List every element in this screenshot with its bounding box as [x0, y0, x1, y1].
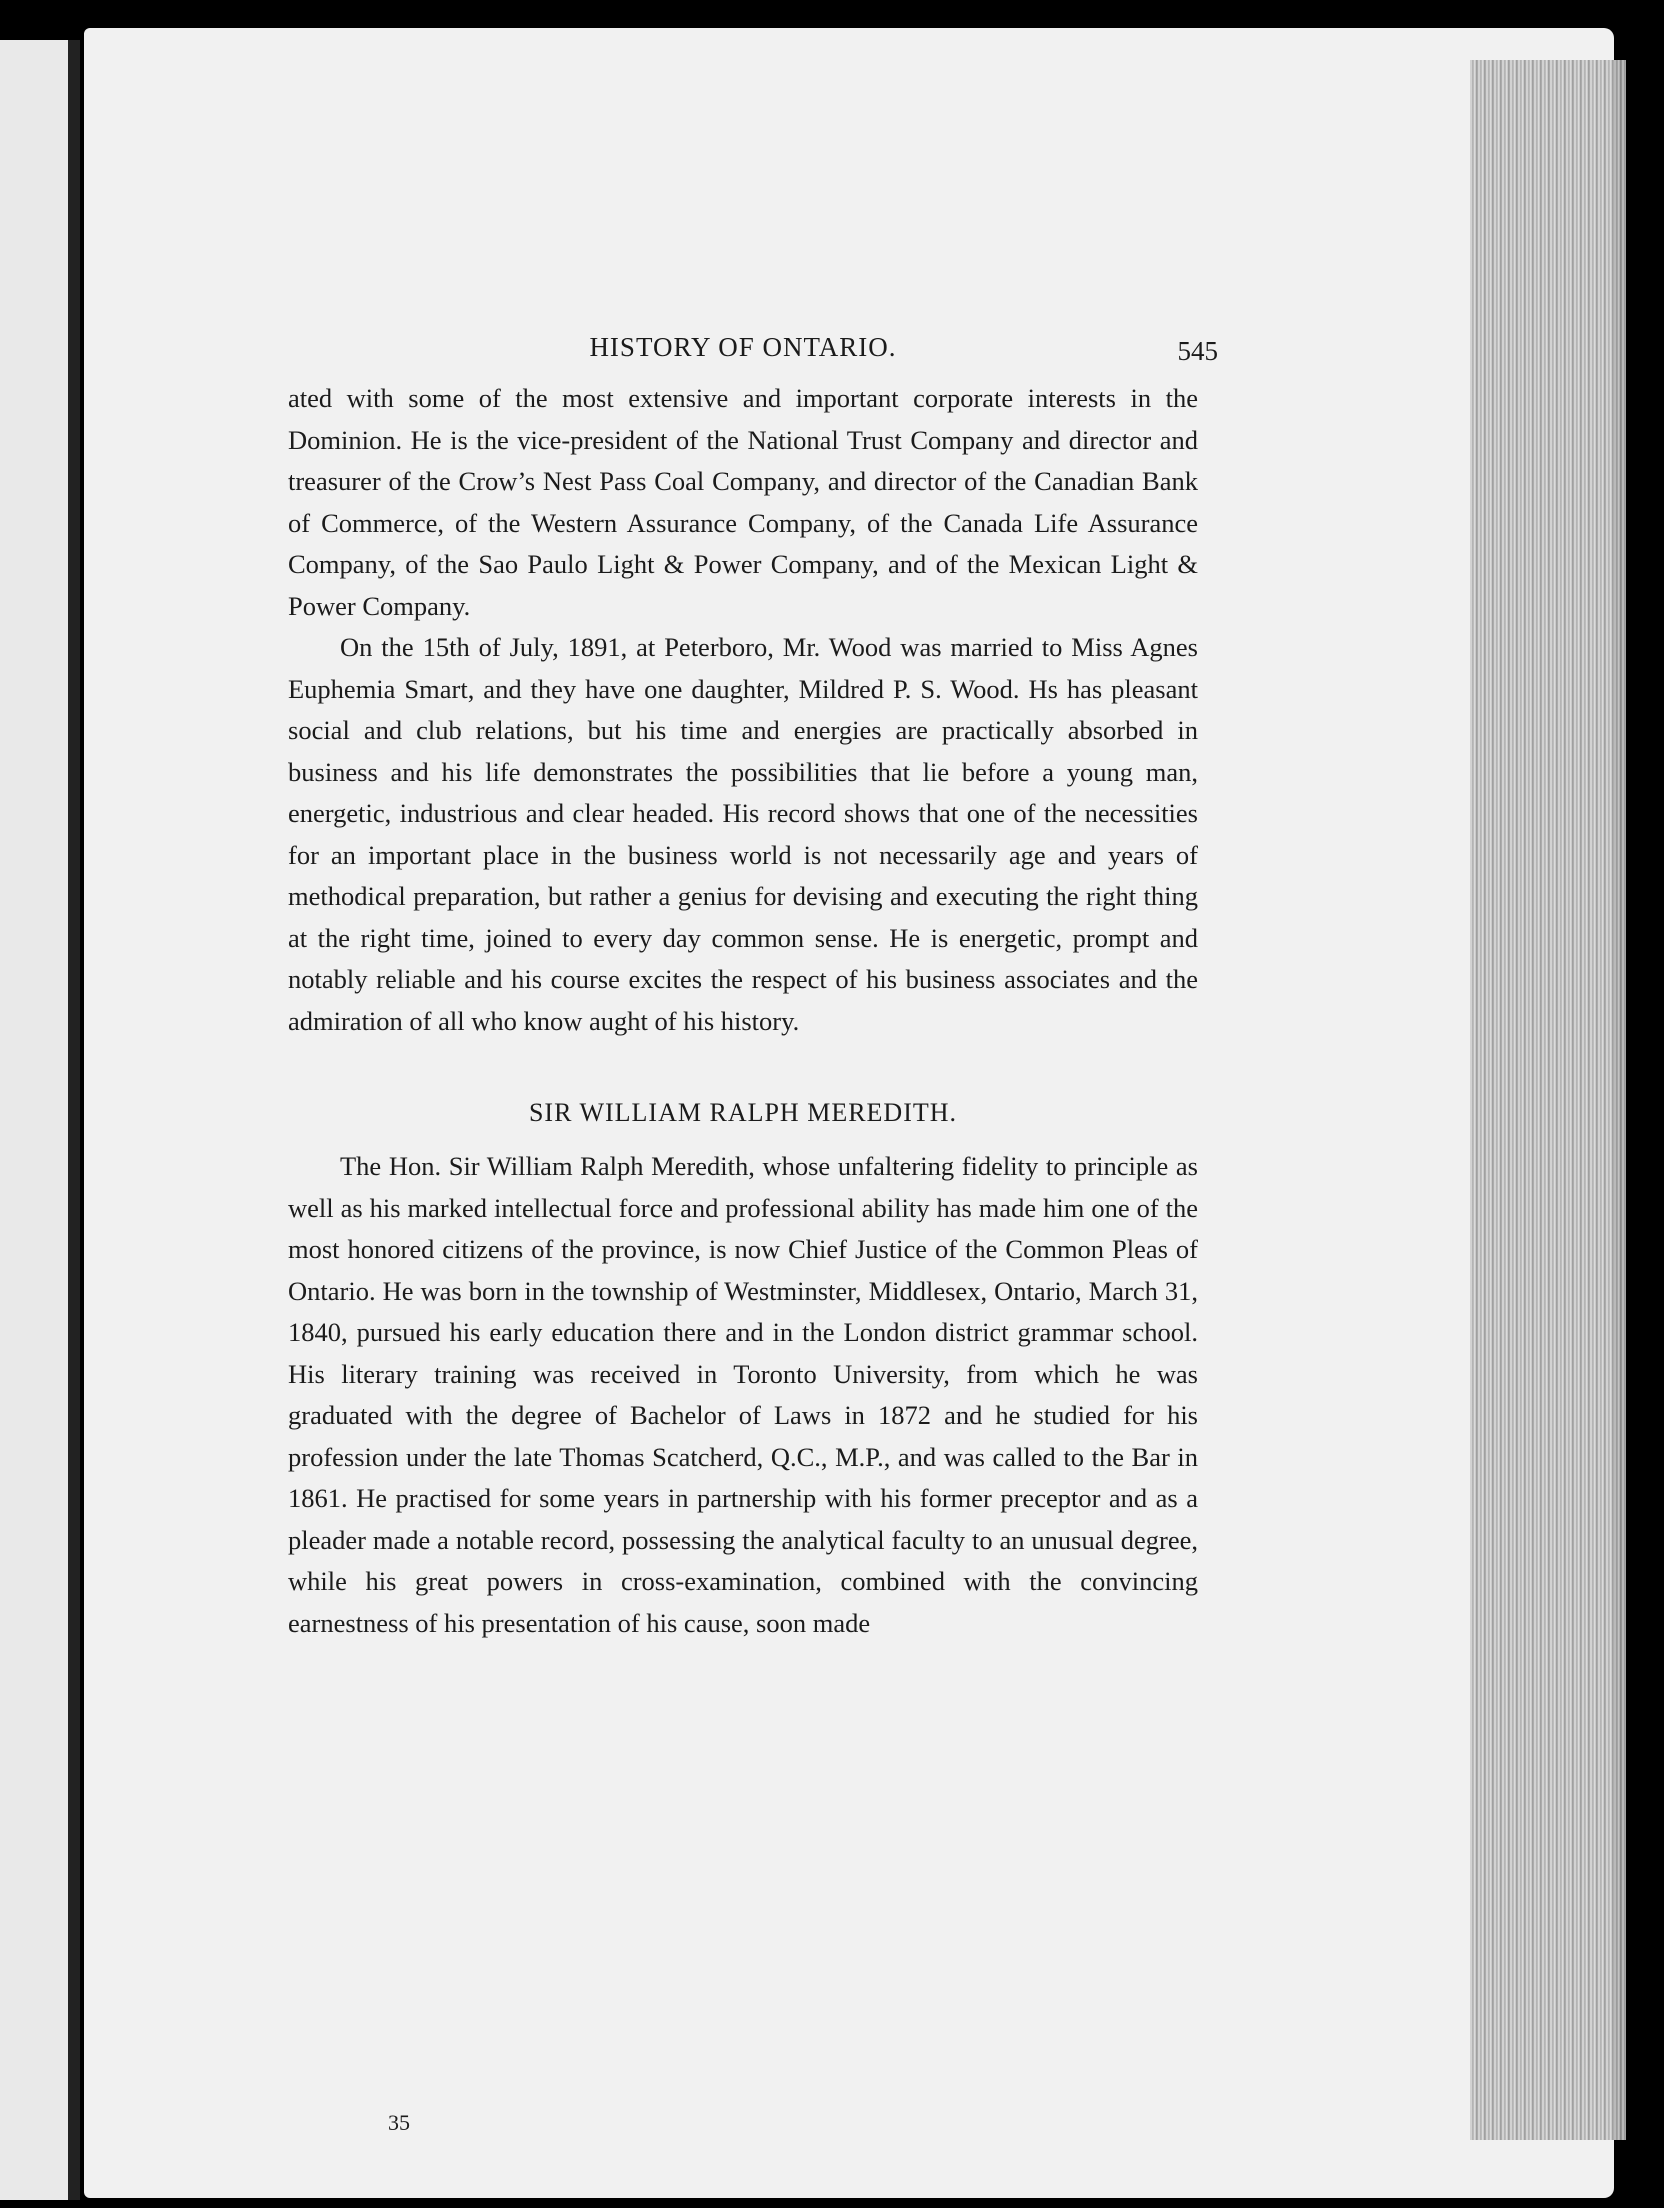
binding-gutter [68, 40, 80, 2200]
paragraph-continuation: ated with some of the most extensive and important corporate interests in the Dominion. He is the vice-president of the National Trust Company and director and treasurer of the Crow’s Nest Pass Coal Company, and director of the Canadian Bank of Commerce, of the Western Assurance Company, of the Canada Life Assurance Company, of the Sao Paulo Light & Power Company, and of the Mexican Light & Power Company. [288, 383, 1198, 621]
page-number: 545 [1177, 336, 1218, 366]
running-title: HISTORY OF ONTARIO. [589, 332, 897, 362]
paragraph-marriage: On the 15th of July, 1891, at Peterboro, Mr. Wood was married to Miss Agnes Euphemia Smart, and they have one daughter, Mildred P. S. Wood. Hs has pleasant social and club relations, but his time and energies are practically absorbed in business and his life demonstrates the possibilities that lie before a young man, energetic, industrious and clear headed. His record shows that one of the necessities for an important place in the business world is not necessarily age and years of methodical preparation, but rather a genius for devising and executing the right thing at the right time, joined to every day common sense. He is energetic, prompt and notably reliable and his course excites the respect of his business associates and the admiration of all who know aught of his history. [288, 632, 1198, 1036]
left-page-edge [0, 40, 70, 2200]
page-text-block [288, 330, 1218, 1644]
paragraph-meredith: The Hon. Sir William Ralph Meredith, whose unfaltering fidelity to principle as well as his marked intellectual force and professional ability has made him one of the most honored citizens of the province, is now Chief Justice of the Common Pleas of Ontario. He was born in the township of Westminster, Middlesex, Ontario, March 31, 1840, pursued his early education there and in the London district grammar school. His literary training was received in Toronto University, from which he was graduated with the degree of Bachelor of Laws in 1872 and he studied for his profession under the late Thomas Scatcherd, Q.C., M.P., and was called to the Bar in 1861. He practised for some years in partnership with his former preceptor and as a pleader made a notable record, possessing the analytical faculty to an unusual degree, while his great powers in cross-examination, combined with the convincing earnestness of his presentation of his cause, soon made [288, 1151, 1198, 1638]
section-heading: SIR WILLIAM RALPH MEREDITH. [528, 1098, 958, 1127]
page-edges-stack [1470, 60, 1626, 2140]
signature-mark: 35 [388, 2110, 410, 2135]
running-head [288, 330, 1218, 374]
